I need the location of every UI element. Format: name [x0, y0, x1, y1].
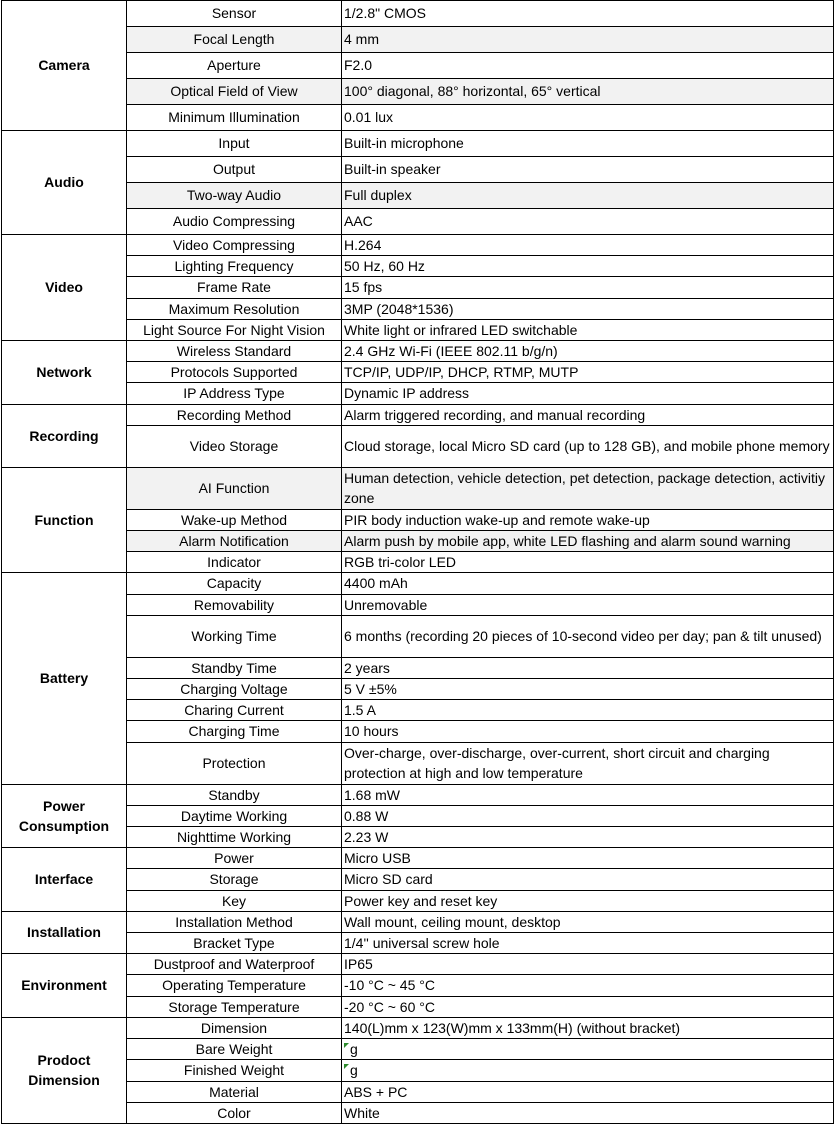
table-row	[2, 573, 834, 594]
value-cell: Alarm push by mobile app, white LED flashing and alarm sound warning	[342, 531, 834, 552]
table-row	[2, 890, 834, 911]
table-row	[2, 594, 834, 615]
table-row	[2, 209, 834, 235]
parameter-cell: Installation Method	[127, 911, 342, 932]
value-cell: F2.0	[342, 53, 834, 79]
table-row	[2, 679, 834, 700]
spec-table-body	[2, 1, 834, 1124]
parameter-cell: Minimum Illumination	[127, 105, 342, 131]
value-cell: 6 months (recording 20 pieces of 10-second video per day; pan & tilt unused)	[342, 615, 834, 657]
table-row	[2, 933, 834, 954]
table-row	[2, 105, 834, 131]
parameter-cell: Two-way Audio	[127, 183, 342, 209]
parameter-cell: Optical Field of View	[127, 79, 342, 105]
value-cell: 1.68 mW	[342, 784, 834, 805]
value-cell: IP65	[342, 954, 834, 975]
table-row	[2, 425, 834, 467]
parameter-cell: Storage Temperature	[127, 996, 342, 1017]
table-row	[2, 1060, 834, 1081]
value-cell	[342, 1060, 834, 1081]
value-cell: 15 fps	[342, 277, 834, 298]
table-row	[2, 341, 834, 362]
value-cell: Micro USB	[342, 848, 834, 869]
value-cell: Micro SD card	[342, 869, 834, 890]
parameter-cell: Capacity	[127, 573, 342, 594]
value-cell: 2 years	[342, 657, 834, 678]
parameter-cell: Finished Weight	[127, 1060, 342, 1081]
table-row	[2, 53, 834, 79]
parameter-cell: Storage	[127, 869, 342, 890]
table-row	[2, 848, 834, 869]
value-text: g	[350, 1062, 358, 1079]
value-cell: 4400 mAh	[342, 573, 834, 594]
parameter-cell: Bracket Type	[127, 933, 342, 954]
category-cell: Function	[2, 467, 127, 573]
table-row	[2, 827, 834, 848]
value-cell: Over-charge, over-discharge, over-current, short circuit and charging protection at high and low temperature	[342, 742, 834, 784]
table-row	[2, 277, 834, 298]
category-cell: Battery	[2, 573, 127, 784]
value-cell: RGB tri-color LED	[342, 552, 834, 573]
table-row	[2, 996, 834, 1017]
table-row	[2, 362, 834, 383]
parameter-cell: Frame Rate	[127, 277, 342, 298]
table-row	[2, 1081, 834, 1102]
spec-table	[1, 0, 834, 1124]
table-row	[2, 805, 834, 826]
value-cell: 3MP (2048*1536)	[342, 298, 834, 319]
value-cell: 1/2.8" CMOS	[342, 1, 834, 27]
parameter-cell: Wake-up Method	[127, 509, 342, 530]
value-cell: 0.88 W	[342, 805, 834, 826]
comment-marker-icon	[344, 1064, 349, 1069]
table-row	[2, 657, 834, 678]
category-cell: Installation	[2, 911, 127, 953]
table-row	[2, 1017, 834, 1038]
table-row	[2, 235, 834, 256]
value-cell: 140(L)mm x 123(W)mm x 133mm(H) (without bracket)	[342, 1017, 834, 1038]
table-row	[2, 531, 834, 552]
comment-marker-icon	[344, 1043, 349, 1048]
parameter-cell: IP Address Type	[127, 383, 342, 404]
value-cell: Built-in speaker	[342, 157, 834, 183]
table-row	[2, 183, 834, 209]
parameter-cell: Standby	[127, 784, 342, 805]
value-cell: 1/4'' universal screw hole	[342, 933, 834, 954]
table-row	[2, 1039, 834, 1060]
table-row	[2, 700, 834, 721]
category-cell: Prodoct Dimension	[2, 1017, 127, 1123]
table-row	[2, 467, 834, 509]
parameter-cell: Lighting Frequency	[127, 256, 342, 277]
table-row	[2, 954, 834, 975]
parameter-cell: Video Storage	[127, 425, 342, 467]
value-cell: Dynamic IP address	[342, 383, 834, 404]
table-row	[2, 319, 834, 340]
value-cell: H.264	[342, 235, 834, 256]
value-cell: Full duplex	[342, 183, 834, 209]
category-cell: Recording	[2, 404, 127, 467]
table-row	[2, 911, 834, 932]
parameter-cell: Key	[127, 890, 342, 911]
parameter-cell: Charging Voltage	[127, 679, 342, 700]
parameter-cell: Output	[127, 157, 342, 183]
value-cell: 10 hours	[342, 721, 834, 742]
category-cell: Interface	[2, 848, 127, 912]
value-cell: TCP/IP, UDP/IP, DHCP, RTMP, MUTP	[342, 362, 834, 383]
parameter-cell: Operating Temperature	[127, 975, 342, 996]
value-cell: 50 Hz, 60 Hz	[342, 256, 834, 277]
table-row	[2, 975, 834, 996]
table-row	[2, 256, 834, 277]
value-cell: Human detection, vehicle detection, pet detection, package detection, activitiy zone	[342, 467, 834, 509]
value-cell: -20 °C ~ 60 °C	[342, 996, 834, 1017]
parameter-cell: Input	[127, 131, 342, 157]
parameter-cell: Sensor	[127, 1, 342, 27]
parameter-cell: Material	[127, 1081, 342, 1102]
parameter-cell: Standby Time	[127, 657, 342, 678]
parameter-cell: Aperture	[127, 53, 342, 79]
parameter-cell: Charging Time	[127, 721, 342, 742]
parameter-cell: AI Function	[127, 467, 342, 509]
parameter-cell: Recording Method	[127, 404, 342, 425]
category-cell: Camera	[2, 1, 127, 131]
parameter-cell: Nighttime Working	[127, 827, 342, 848]
table-row	[2, 298, 834, 319]
table-row	[2, 721, 834, 742]
table-row	[2, 742, 834, 784]
value-cell: White light or infrared LED switchable	[342, 319, 834, 340]
category-cell: Audio	[2, 131, 127, 235]
parameter-cell: Bare Weight	[127, 1039, 342, 1060]
parameter-cell: Indicator	[127, 552, 342, 573]
parameter-cell: Maximum Resolution	[127, 298, 342, 319]
value-cell: 5 V ±5%	[342, 679, 834, 700]
category-cell: Environment	[2, 954, 127, 1018]
table-row	[2, 509, 834, 530]
value-cell	[342, 1039, 834, 1060]
parameter-cell: Charing Current	[127, 700, 342, 721]
parameter-cell: Focal Length	[127, 27, 342, 53]
parameter-cell: Dustproof and Waterproof	[127, 954, 342, 975]
value-cell: 0.01 lux	[342, 105, 834, 131]
category-cell: Power Consumption	[2, 784, 127, 848]
table-row	[2, 79, 834, 105]
value-cell: Power key and reset key	[342, 890, 834, 911]
parameter-cell: Dimension	[127, 1017, 342, 1038]
value-cell: Unremovable	[342, 594, 834, 615]
parameter-cell: Working Time	[127, 615, 342, 657]
table-row	[2, 404, 834, 425]
value-cell: PIR body induction wake-up and remote wake-up	[342, 509, 834, 530]
parameter-cell: Removability	[127, 594, 342, 615]
value-cell: 4 mm	[342, 27, 834, 53]
parameter-cell: Daytime Working	[127, 805, 342, 826]
parameter-cell: Light Source For Night Vision	[127, 319, 342, 340]
category-cell: Video	[2, 235, 127, 341]
table-row	[2, 383, 834, 404]
parameter-cell: Audio Compressing	[127, 209, 342, 235]
parameter-cell: Power	[127, 848, 342, 869]
parameter-cell: Wireless Standard	[127, 341, 342, 362]
table-row	[2, 157, 834, 183]
table-row	[2, 1102, 834, 1123]
table-row	[2, 869, 834, 890]
parameter-cell: Video Compressing	[127, 235, 342, 256]
value-cell: ABS + PC	[342, 1081, 834, 1102]
table-row	[2, 615, 834, 657]
table-row	[2, 27, 834, 53]
table-row	[2, 552, 834, 573]
value-cell: Alarm triggered recording, and manual recording	[342, 404, 834, 425]
value-cell: 2.23 W	[342, 827, 834, 848]
parameter-cell: Alarm Notification	[127, 531, 342, 552]
table-row	[2, 131, 834, 157]
value-cell: 2.4 GHz Wi-Fi (IEEE 802.11 b/g/n)	[342, 341, 834, 362]
value-text: g	[350, 1041, 358, 1058]
value-cell: Cloud storage, local Micro SD card (up to 128 GB), and mobile phone memory	[342, 425, 834, 467]
value-cell: Wall mount, ceiling mount, desktop	[342, 911, 834, 932]
table-row	[2, 1, 834, 27]
value-cell: Built-in microphone	[342, 131, 834, 157]
table-row	[2, 784, 834, 805]
parameter-cell: Protection	[127, 742, 342, 784]
value-cell: -10 °C ~ 45 °C	[342, 975, 834, 996]
category-cell: Network	[2, 341, 127, 405]
value-cell: 1.5 A	[342, 700, 834, 721]
value-cell: 100° diagonal, 88° horizontal, 65° vertical	[342, 79, 834, 105]
value-cell: AAC	[342, 209, 834, 235]
value-cell: White	[342, 1102, 834, 1123]
parameter-cell: Protocols Supported	[127, 362, 342, 383]
parameter-cell: Color	[127, 1102, 342, 1123]
